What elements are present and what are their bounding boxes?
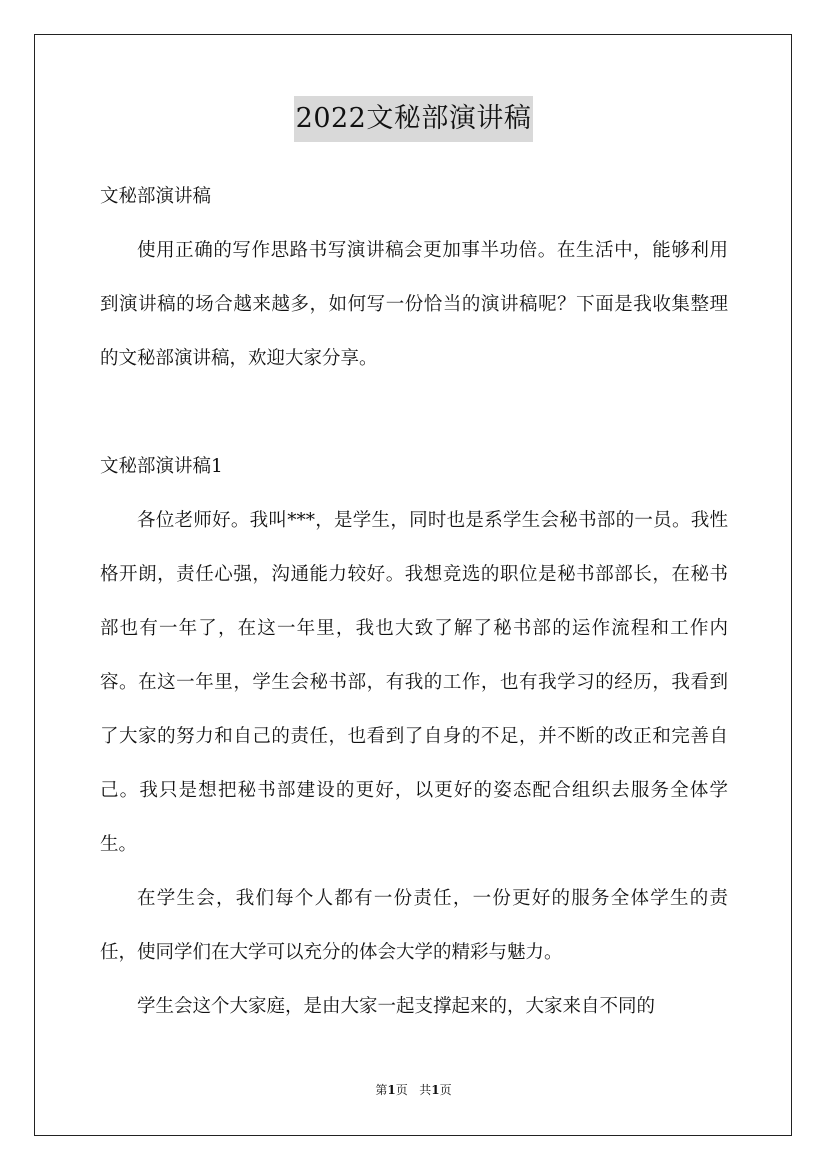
body-paragraph: 在学生会，我们每个人都有一份责任，一份更好的服务全体学生的责任，使同学们在大学可以充分的体会大学的精彩与魅力。 — [100, 888, 728, 963]
total-pages-suffix: 页 — [439, 1083, 452, 1097]
section-heading-speech-1: 文秘部演讲稿1 — [100, 456, 223, 477]
document-body — [100, 170, 728, 1034]
total-pages: 1 — [431, 1083, 440, 1097]
body-paragraph: 各位老师好。我叫***，是学生，同时也是系学生会秘书部的一员。我性格开朗，责任心强，沟通能力较好。我想竞选的职位是秘书部部长，在秘书部也有一年了，在这一年里，我也大致了解了秘书部的运作流程和工作内容。在这一年里，学生会秘书部，有我的工作，也有我学习的经历，我看到了大家的努力和自己的责任，也看到了自身的不足，并不断的改正和完善自己。我只是想把秘书部建设的更好，以更好的姿态配合组织去服务全体学生。 — [100, 510, 728, 855]
page-number-suffix: 页 — [395, 1083, 408, 1097]
document-title: 2022文秘部演讲稿 — [294, 96, 534, 142]
body-paragraph: 学生会这个大家庭，是由大家一起支撑起来的，大家来自不同的 — [137, 996, 656, 1017]
title-container — [0, 96, 827, 142]
page-number: 1 — [387, 1083, 396, 1097]
section-heading-main: 文秘部演讲稿 — [100, 186, 212, 207]
intro-paragraph: 使用正确的写作思路书写演讲稿会更加事半功倍。在生活中，能够利用到演讲稿的场合越来越多，如何写一份恰当的演讲稿呢？下面是我收集整理的文秘部演讲稿，欢迎大家分享。 — [100, 240, 728, 369]
page-footer — [0, 1080, 827, 1100]
blank-line — [100, 386, 728, 440]
total-pages-prefix: 共 — [419, 1083, 432, 1097]
page-number-prefix: 第 — [375, 1083, 388, 1097]
